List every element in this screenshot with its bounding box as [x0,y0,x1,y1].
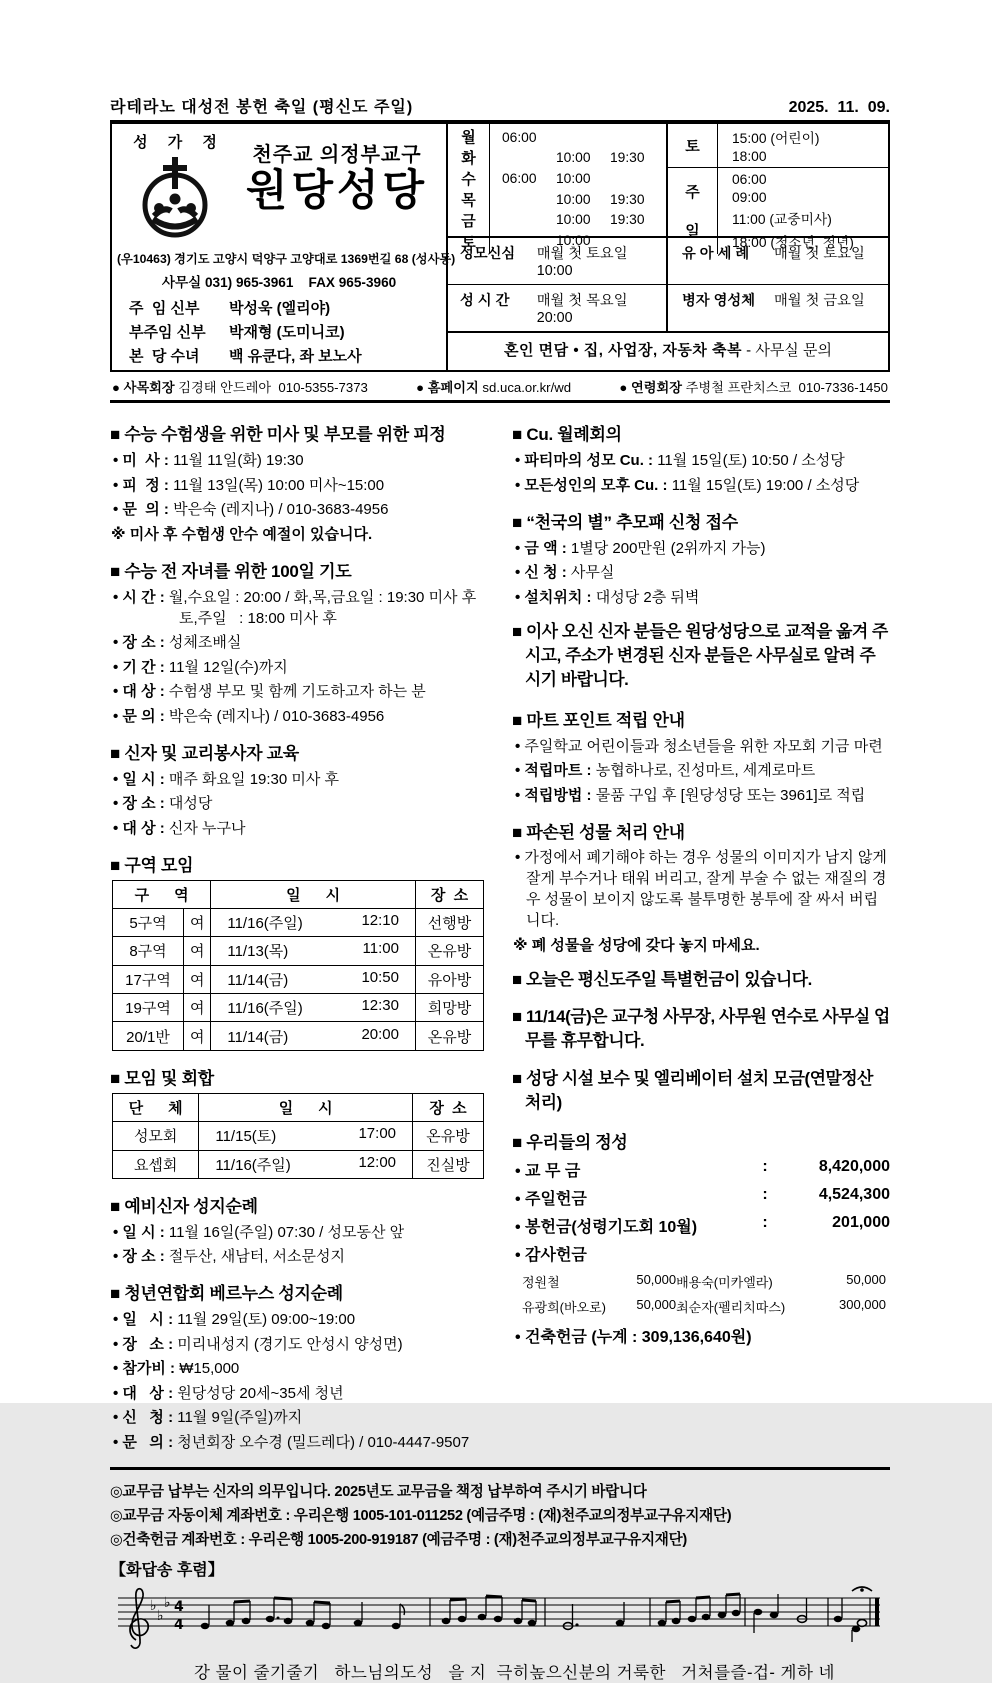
table-row: 20/1반 여 11/14(금) 20:00 온유방 [113,1022,484,1050]
day-label: 화 [461,150,476,167]
staff-row [129,345,441,366]
footer-notices [110,1467,890,1683]
blessing-notice: 혼인 면담 • 집, 사업장, 자동차 축복 - 사무실 문의 [504,342,832,359]
section-offerings [512,1128,890,1347]
weekday-labels [448,124,490,254]
weekday-times-grid: 06:00 10:00 19:30 06:00 10:00 10:00 19:30 10:00 19:30 10:00 [502,129,645,249]
svg-text:♭: ♭ [157,1608,164,1625]
mass-schedule-table [448,124,888,251]
section-title: ■ 모임 및 회합 [110,1068,214,1088]
day-label: 수 [461,171,476,188]
office-phone: 사무실 031) 965-3961 FAX 965-3960 [161,275,397,290]
parish-info-box [112,124,456,370]
sunday-times: 06:00 09:00 11:00 (교중미사) 18:00 (청소년, 청년) [732,171,854,250]
right-column [512,407,890,1455]
section-title: ■ 수능 전 자녀를 위한 100일 기도 [110,561,352,581]
table-row: 19구역 여 11/16(주일) 12:30 희망방 [113,994,484,1022]
weekday-mass-block [448,124,668,254]
group-meeting-table [112,1093,484,1179]
table-row: 17구역 여 11/14(금) 10:50 유아방 [113,965,484,993]
day-label: 목 [461,192,476,209]
day-label: 토 [461,234,476,251]
parish-name-area [233,129,441,245]
main-columns [110,407,890,1455]
day-label: 금 [461,213,476,230]
offering-row: • 주일헌금 : 4,524,300 [515,1186,890,1209]
parish-logo-icon [136,152,214,240]
section-title: ■ “천국의 별” 추모패 신청 접수 [512,512,738,532]
holy-family-label: 성 가 정 [133,134,225,151]
section-note: ※ 미사 후 수험생 안수 예절이 있습니다. [111,525,373,543]
devotion-label: 성 시 간 [460,293,510,309]
devotion-label: 성모신심 [460,246,516,262]
bulletin-date: 2025. 11. 09. [788,99,890,116]
section-100day-prayer: ■ 수능 전 자녀를 위한 100일 기도 • 시 간 : 월,수요일 : 20:00 / 화,목,금요일 : 19:30 미사 후 토,주일 : 18:00 미사 후 • 장 소 : 성체조배실 • 기 간 : 11월 12일(수)까지 • 대 상 : 수험생 부모 및 함께 기도하고자 하는 분 • 문 의 : 박은숙 (레지나) / 010-3683-4956 [110,557,496,726]
section-broken-sacramentals: ■ 파손된 성물 처리 안내 • 가정에서 폐기해야 하는 경우 성물의 이미지가 남지 않게 잘게 부수거나 태워 버리고, 잘게 부술 수 없는 재질의 경우 성물이 보이지 않도록 불투명한 봉투에 잘 싸서 버립니다. ※ 폐 성물을 성당에 갖다 놓지 마세요. [512,818,890,955]
day-label: 월 [461,129,476,146]
offering-row: • 봉헌금(성령기도회 10월) : 201,000 [515,1214,890,1237]
section-curia-meeting: ■ Cu. 월례회의 • 파티마의 성모 Cu. : 11월 15일(토) 10:50 / 소성당 • 모든성인의 모후 Cu. : 11월 15일(토) 19:00 / 소성당 [512,420,890,495]
table-row: 8구역 여 11/13(목) 11:00 온유방 [113,937,484,965]
parish-identity [117,129,441,245]
devotion-row: 성모신심 매월 첫 토요일 10:00 유 아 세 례 매월 첫 토요일 [448,238,888,285]
staff-row [129,321,441,342]
left-column [110,407,496,1455]
section-note: ※ 폐 성물을 성당에 갖다 놓지 마세요. [513,936,760,954]
zone-meeting-table [112,880,484,1051]
svg-text:4: 4 [174,1617,184,1634]
weekend-mass-block [668,124,888,254]
staff-role: 부주임 신부 [129,324,206,341]
table-row: 5구역 여 11/16(주일) 12:10 선행방 [113,908,484,936]
staff-name: 박성욱 (엘리야) [229,300,331,317]
devotion-label: 병자 영성체 [682,293,756,309]
staff-list [117,294,441,366]
devotion-row: 성 시 간 매월 첫 목요일 20:00 병자 영성체 매월 첫 금요일 [448,285,888,333]
section-catechist-education: ■ 신자 및 교리봉사자 교육 • 일 시 : 매주 화요일 19:30 미사 후 • 장 소 : 대성당 • 대 상 : 신자 누구나 [110,739,496,838]
table-row: 성모회 11/15(토) 17:00 온유방 [113,1122,484,1150]
diocese-name: 천주교 의정부교구 [252,144,422,166]
section-title: ■ 구역 모임 [110,855,194,875]
title-bar [110,94,890,123]
footer-line: ◎교무금 납부는 신자의 의무입니다. 2025년도 교무금을 책정 납부하여 주시기 바랍니다 [110,1484,647,1501]
svg-text:4: 4 [174,1599,184,1616]
funeral-president: ● 연령회장 주병철 프란치스코 010-7336-1450 [619,380,888,395]
contacts-row [112,377,888,396]
section-title: ■ 예비신자 성지순례 [110,1196,258,1216]
section-title: ■ 수능 수험생을 위한 미사 및 부모를 위한 피정 [110,425,446,444]
footer-line: ◎건축헌금 계좌번호 : 우리은행 1005-200-919187 (예금주명 : (재)천주교의정부교구유지재단) [110,1532,687,1549]
divider [110,400,890,403]
table-header-row: 단 체 일 시 장 소 [113,1093,484,1121]
mass-schedule-area [448,124,888,370]
church-name: 원당성당 [245,167,429,215]
feast-title: 라테라노 대성전 봉헌 축일 (평신도 주일) [110,99,414,116]
notice-office-closed: ■ 11/14(금)은 교구청 사무장, 사무원 연수로 사무실 업무를 휴무합니다. [512,1006,890,1051]
notes [201,1594,867,1642]
section-suneung-mass: ■ 수능 수험생을 위한 미사 및 부모를 위한 피정 • 미 사 : 11월 11일(화) 19:30 • 피 정 : 11월 13일(목) 10:00 미사~15:00 • 문 의 : 박은숙 (레지나) / 010-3683-4956 ※ 미사 후 수험생 안수 예절이 있습니다. [110,420,496,544]
devotion-label: 유 아 세 례 [682,246,750,262]
saturday-times: 15:00 (어린이) 18:00 [732,131,820,164]
svg-text:♭: ♭ [164,1595,171,1612]
section-title: ■ 청년연합회 베르누스 성지순례 [110,1284,343,1304]
notice-elevator-fund: ■ 성당 시설 보수 및 엘리베이터 설치 모금(연말정산 처리) [512,1068,873,1112]
parish-address: (우10463) 경기도 고양시 덕양구 고양대로 1369번길 68 (성사동) [117,252,456,266]
saturday-label: 토 [668,124,718,167]
staff-name: 백 유쿤다, 좌 보노사 [229,348,362,365]
fermata-icon [852,1587,872,1592]
parish-logo-area [117,129,233,245]
notice-special-collection: ■ 오늘은 평신도주일 특별헌금이 있습니다. [512,969,812,989]
sunday-label: 주 일 [668,168,718,254]
building-fund-total: • 건축헌금 (누계 : 309,136,640원) [515,1329,752,1347]
staff-row [129,297,441,318]
section-youth-pilgrimage: ■ 청년연합회 베르누스 성지순례 • 일 시 : 11월 29일(토) 09:00~19:00 • 장 소 : 미리내성지 (경기도 안성시 양성면) • 참가비 : ₩15,000 • 대 상 : 원당성당 20세~35세 청년 • 신 청 : 11월 9일(주일)까지 • 문 의 : 청년회장 오수경 (밀드레다) / 010-4447-9507 [110,1279,496,1452]
homepage: ● 홈페이지 sd.uca.or.kr/wd [416,380,572,395]
svg-text:♭: ♭ [150,1598,157,1615]
key-signature-flats [150,1595,171,1624]
section-mart-points: ■ 마트 포인트 적립 안내 • 주일학교 어린이들과 청소년들을 위한 자모회 기금 마련 • 적립마트 : 농협하나로, 진성마트, 세계로마트 • 적립방법 : 물품 구입 후 [원당성당 또는 3961]로 적립 [512,706,890,805]
table-header-row: 구 역 일 시 장 소 [113,880,484,908]
section-title: ■ 신자 및 교리봉사자 교육 [110,743,299,763]
staff-name: 박재형 (도미니코) [229,324,345,341]
footer-line: ◎교무금 자동이체 계좌번호 : 우리은행 1005-101-011252 (예금주명 : (재)천주교의정부교구유지재단) [110,1508,732,1525]
notice-transfer-records: ■ 이사 오신 신자 분들은 원당성당으로 교적을 옮겨 주시고, 주소가 변경된 신자 분들은 사무실로 알려 주시기 바랍니다. [512,621,888,690]
header-box [110,123,890,372]
staff-role: 본 당 수녀 [129,348,200,365]
pastoral-president: ● 사목회장 김경태 안드레아 010-5355-7373 [112,380,368,395]
section-group-meetings [110,1064,496,1179]
section-zone-meetings [110,851,496,1051]
responsorial-psalm-label: 【화답송 후렴】 [110,1562,224,1580]
offering-row: • 교 무 금 : 8,420,000 [515,1158,890,1181]
time-signature [174,1599,184,1633]
section-title: ■ 우리들의 정성 [512,1133,628,1153]
section-catechumen-pilgrimage: ■ 예비신자 성지순례 • 일 시 : 11월 16일(주일) 07:30 / 성모동산 앞 • 장 소 : 절두산, 새남터, 서소문성지 [110,1192,496,1267]
staff-role: 주 임 신부 [129,300,200,317]
hymn-lyrics: 강 물이 줄기줄기 하느님의도성 을 지 극히높으신분의 거룩한 거처를즐-겁- 게하 네 [194,1664,835,1683]
section-title: ■ Cu. 월례회의 [512,425,622,444]
table-row: 요셉회 11/16(주일) 12:00 진실방 [113,1150,484,1178]
saturday-mass-row [668,124,888,168]
music-staff [110,1582,888,1658]
section-title: ■ 파손된 성물 처리 안내 [512,822,685,842]
thanks-offering-label: • 감사헌금 [515,1247,587,1265]
section-memorial-plaque: ■ “천국의 별” 추모패 신청 접수 • 금 액 : 1별당 200만원 (2위까지 가능) • 신 청 : 사무실 • 설치위치 : 대성당 2층 뒤벽 [512,508,890,607]
section-title: ■ 마트 포인트 적립 안내 [512,710,685,730]
thanks-offering-grid: 정원철 50,000 배용숙(미카엘라) 50,000 유광희(바오로) 50,000 최순자(펠리치따스) 300,000 [522,1272,886,1316]
